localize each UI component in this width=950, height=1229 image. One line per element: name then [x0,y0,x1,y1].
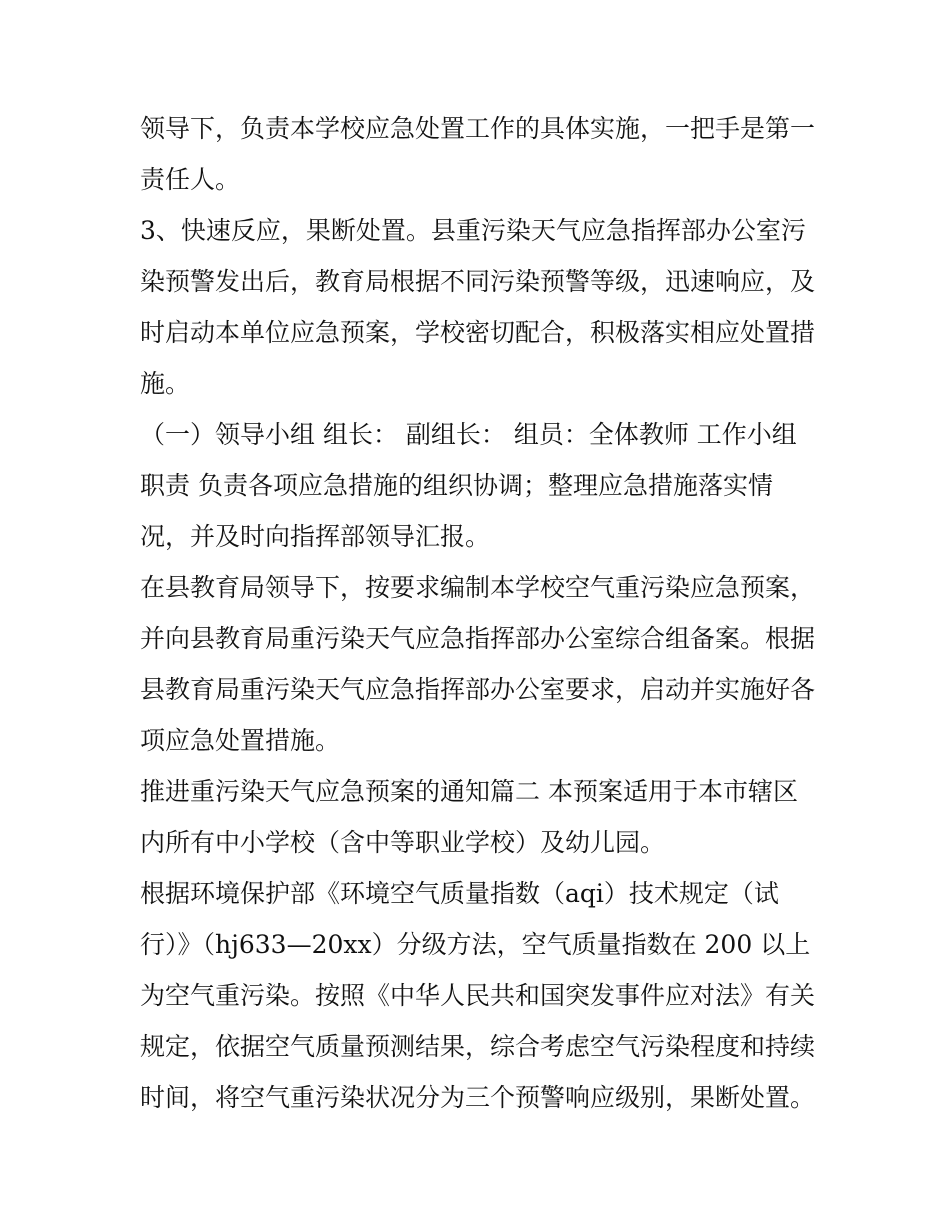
text-line: 时间，将空气重污染状况分为三个预警响应级别，果断处置。 [140,1083,816,1112]
text-line: 并向县教育局重污染天气应急指挥部办公室综合组备案。根据 [140,624,816,653]
document-body [140,103,820,1123]
text-line: 规定，依据空气质量预测结果，综合考虑空气污染程度和持续 [140,1032,816,1061]
text-line: 况，并及时向指挥部领导汇报。 [140,522,491,551]
text-line: 为空气重污染。按照《中华人民共和国突发事件应对法》有关 [140,981,816,1010]
text-line: 内所有中小学校（含中等职业学校）及幼儿园。 [140,828,666,857]
text-line: 领导下，负责本学校应急处置工作的具体实施，一把手是第一 [140,114,816,143]
text-line: 染预警发出后，教育局根据不同污染预警等级，迅速响应，及 [140,267,816,296]
text-line: 时启动本单位应急预案，学校密切配合，积极落实相应处置措 [140,318,816,347]
text-line: 责任人。 [140,165,241,194]
text-line: 3、快速反应，果断处置。县重污染天气应急指挥部办公室污 [140,216,806,245]
text-line: 推进重污染天气应急预案的通知篇二 本预案适用于本市辖区 [140,777,798,806]
text-line: 职责 负责各项应急措施的组织协调；整理应急措施落实情 [140,471,773,500]
text-line: 行）》（hj633—20xx）分级方法，空气质量指数在 200 以上 [140,930,811,959]
text-line: 根据环境保护部《环境空气质量指数（aqi）技术规定（试 [140,879,779,908]
text-line: 项应急处置措施。 [140,726,341,755]
text-line: （一）领导小组 组长： 副组长： 组员：全体教师 工作小组 [140,420,797,449]
text-line: 在县教育局领导下，按要求编制本学校空气重污染应急预案， [140,573,816,602]
text-line: 施。 [140,369,191,398]
text-line: 县教育局重污染天气应急指挥部办公室要求，启动并实施好各 [140,675,816,704]
